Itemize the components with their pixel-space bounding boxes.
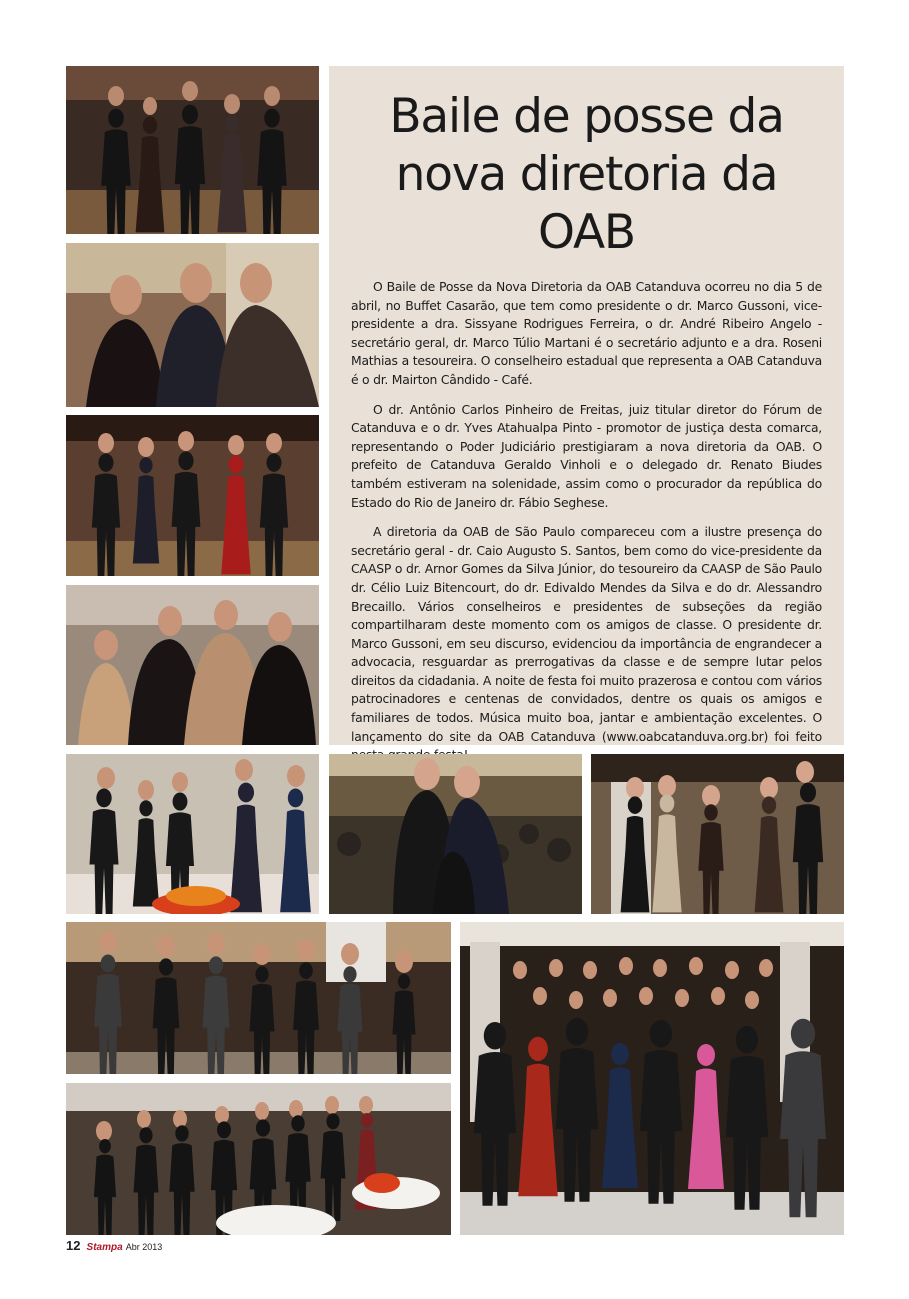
article-title-line-2: nova diretoria da OAB bbox=[395, 147, 778, 260]
photo-men-group bbox=[66, 922, 451, 1074]
photo-five-guests-white-ceiling bbox=[591, 754, 844, 914]
article-paragraph: A diretoria da OAB de São Paulo compareceu com a ilustre presença do secretário geral - dr. Caio Augusto S. Santos, bem como do vice-presidente da CAASP o dr. Arnor Gomes da Silva Júnior, do tesoureiro da CAASP de São Paulo dr. Célio Luiz Bitencourt, do dr. Edivaldo Mendes da Silva e do dr. Alessandro Brecaillo. Vários conselheiros e presidentes de subseções da região compartilharam deste momento com os amigos de classe. O presidente dr. Marco Gussoni, em seu discurso, evidenciou da importância de engrandecer a advocacia, resguardar as prerrogativas da classe e de sempre lutar pelos direitos da cidadania. A noite de festa foi muito prazerosa e contou com vários patrocinadores e centenas de convidados, dentre os quais os amigos e familiares de todos. Música muito boa, jantar e ambientação excelentes. O lançamento do site da OAB Catanduva (www.oabcatanduva.org.br) foi feito bbox=[351, 524, 822, 744]
photo-couple-with-child bbox=[329, 754, 582, 914]
article-panel bbox=[329, 66, 844, 745]
photo-three-guests bbox=[66, 243, 319, 407]
photo-large-group bbox=[460, 922, 844, 1235]
photo-greeting-line bbox=[66, 754, 319, 914]
article-paragraph: O dr. Antônio Carlos Pinheiro de Freitas, juiz titular diretor do Fórum de Catanduva e o dr. Yves Atahualpa Pinto - promotor de justiça desta comarca, representando o Poder Judiciário prestigiaram a nova diretoria da OAB. O prefeito de Catanduva Geraldo Vinholi e o delegado dr. Renato Biudes também estiveram na solenidade, assim como o procurador da república do Estado do Rio de Janeiro dr. Fábio Seghese. bbox=[351, 401, 822, 510]
magazine-name: Stampa bbox=[86, 1242, 123, 1253]
photo-five-guests-red-dress bbox=[66, 415, 319, 576]
issue-date: Abr 2013 bbox=[125, 1242, 163, 1252]
photo-guests-at-tables bbox=[66, 1083, 451, 1235]
photo-four-ladies bbox=[66, 585, 319, 745]
article-body bbox=[351, 278, 822, 765]
page-number: 12 bbox=[66, 1238, 81, 1253]
page-footer bbox=[66, 1238, 162, 1253]
article-title-line-1: Baile de posse da bbox=[389, 89, 784, 144]
photo-group-five-guests bbox=[66, 66, 319, 234]
article-title bbox=[351, 88, 822, 262]
article-paragraph: O Baile de Posse da Nova Diretoria da OAB Catanduva ocorreu no dia 5 de abril, no Buffet Casarão, que tem como presidente o dr. Marco Gussoni, vice-presidente a dra. Sissyane Rodrigues Ferreira, o dr. André Ribeiro Angelo - secretário geral, dr. Marco Túlio Martani é o secretário adjunto e a dra. Roseni Mathias a tesoureira. O conselheiro estadual que representa a OAB Catanduva é o dr. Mairton Cândido - Café. bbox=[351, 279, 822, 387]
